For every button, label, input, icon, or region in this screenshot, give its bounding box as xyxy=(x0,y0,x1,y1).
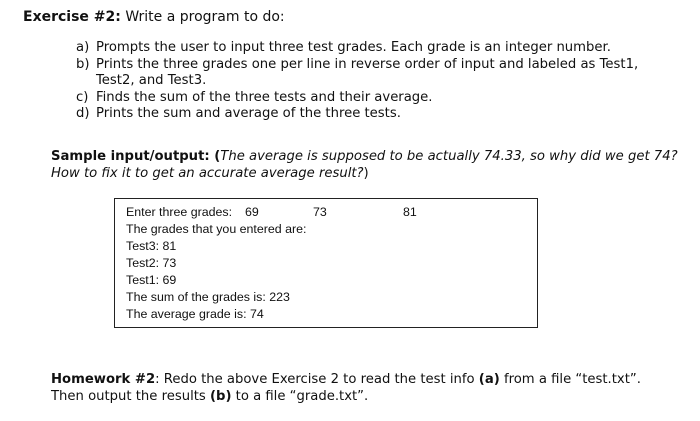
task-item-b xyxy=(76,57,676,90)
exercise-intro: Write a program to do: xyxy=(120,9,285,25)
sample-section xyxy=(51,149,691,182)
sample-output-box xyxy=(114,198,538,328)
homework-section xyxy=(51,371,671,405)
homework-part-a: (a) xyxy=(478,372,500,387)
output-line: The grades that you entered are: xyxy=(126,222,307,236)
homework-label: Homework #2 xyxy=(51,372,156,387)
homework-text-1: : Redo the above Exercise 2 to read the test info xyxy=(155,372,479,387)
task-text: Finds the sum of the three tests and their average. xyxy=(96,89,433,105)
sample-label: Sample input/output: xyxy=(51,149,210,164)
task-list xyxy=(76,40,676,123)
task-item-c xyxy=(76,90,676,107)
task-text: Prompts the user to input three test grades. Each grade is an integer number. xyxy=(96,40,611,55)
task-item-d xyxy=(76,106,676,123)
task-item-a xyxy=(76,40,676,57)
homework-text-2: from a file “test.txt”. Then output the results xyxy=(51,372,641,404)
input-grade-3: 81 xyxy=(403,205,417,219)
exercise-heading xyxy=(23,7,285,27)
output-line: The average grade is: 74 xyxy=(126,307,264,321)
homework-part-b: (b) xyxy=(209,389,232,404)
task-marker: c) xyxy=(76,89,89,105)
sample-open-paren: ( xyxy=(209,149,221,164)
output-prompt-line xyxy=(115,204,537,221)
output-line: Test2: 73 xyxy=(126,256,177,270)
input-grade-1: 69 xyxy=(245,205,259,219)
task-marker: a) xyxy=(76,40,90,55)
sample-note: The average is supposed to be actually 74.33, so why did we get 74? How to fix it to get an accurate average result? xyxy=(51,149,678,181)
task-marker: b) xyxy=(76,56,90,72)
exercise-label: Exercise #2: xyxy=(23,9,121,25)
output-prompt: Enter three grades: xyxy=(126,205,233,219)
output-line: Test3: 81 xyxy=(126,239,177,253)
output-line: Test1: 69 xyxy=(126,273,177,287)
input-grade-2: 73 xyxy=(313,205,327,219)
task-marker: d) xyxy=(76,106,90,121)
homework-text-3: to a file “grade.txt”. xyxy=(231,389,369,404)
task-text: Prints the sum and average of the three tests. xyxy=(96,106,401,121)
task-text: Prints the three grades one per line in reverse order of input and labeled as Test1, Test2, and Test3. xyxy=(96,56,639,88)
output-line: The sum of the grades is: 223 xyxy=(126,290,290,304)
sample-close-paren: ) xyxy=(363,165,369,181)
